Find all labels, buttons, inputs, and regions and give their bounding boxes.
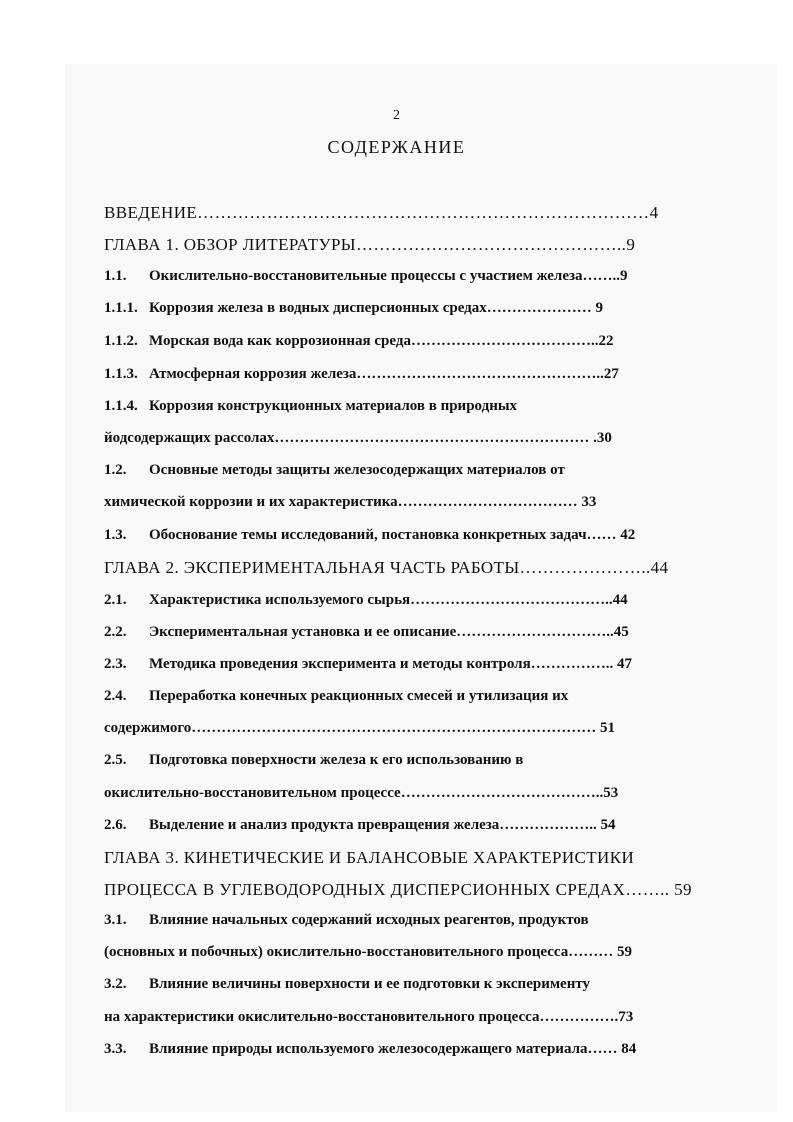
toc-entry-chapter-2 <box>104 559 716 576</box>
toc-entry-text: окислительно-восстановительном процессе…………………………………..53 <box>104 786 619 801</box>
toc-entry-text: Характеристика используемого сырья…………………………………..44 <box>149 593 628 608</box>
toc-entry-3-3 <box>104 1042 716 1057</box>
toc-entry-text: йодсодержащих рассолах……………………………………………………… .30 <box>104 431 612 446</box>
toc-entry-2-1 <box>104 593 716 608</box>
page-number: 2 <box>393 108 400 123</box>
toc-entry-number: 1.1.1. <box>104 301 138 316</box>
toc-entry-1-1-4 <box>104 399 716 414</box>
toc-entry-text: Коррозия конструкционных материалов в природных <box>149 399 518 414</box>
toc-entry-2-5 <box>104 753 716 768</box>
toc-entry-number: 1.1. <box>104 269 127 284</box>
toc-entry-text: Основные методы защиты железосодержащих материалов от <box>149 463 565 478</box>
toc-entry-2-4 <box>104 689 716 704</box>
toc-entry-number: 1.3. <box>104 528 127 543</box>
toc-entry-text: Влияние величины поверхности и ее подготовки к эксперименту <box>149 977 591 992</box>
toc-entry-2-2 <box>104 625 716 640</box>
toc-entry-number: 3.1. <box>104 913 127 928</box>
toc-entry-number: 2.6. <box>104 818 127 833</box>
toc-entry-text: Атмосферная коррозия железа…………………………………………..27 <box>149 367 619 382</box>
toc-entry-1-1-3 <box>104 367 716 382</box>
toc-entry-chapter-3-cont <box>104 881 716 898</box>
toc-entry-1-1-1 <box>104 301 716 316</box>
toc-entry-text: Окислительно-восстановительные процессы с участием железа……..9 <box>149 269 628 284</box>
toc-entry-3-2-cont <box>104 1010 716 1025</box>
toc-entry-text: Подготовка поверхности железа к его использованию в <box>149 753 524 768</box>
toc-entry-number: 2.3. <box>104 657 127 672</box>
toc-entry-number: 2.1. <box>104 593 127 608</box>
toc-entry-2-6 <box>104 818 716 833</box>
toc-entry-text: ВВЕДЕНИЕ……………………………………………………………………4 <box>104 204 659 221</box>
toc-entry-text: химической коррозии и их характеристика……………………………… 33 <box>104 495 597 510</box>
page-title: СОДЕРЖАНИЕ <box>327 137 466 157</box>
toc-entry-introduction <box>104 204 716 221</box>
toc-entry-3-1 <box>104 913 716 928</box>
toc-entry-chapter-1 <box>104 236 716 253</box>
toc-entry-chapter-3 <box>104 849 716 866</box>
toc-entry-1-2-cont <box>104 495 716 510</box>
toc-entry-number: 2.5. <box>104 753 127 768</box>
toc-entry-text: Выделение и анализ продукта превращения железа……………….. 54 <box>149 818 616 833</box>
toc-entry-number: 2.2. <box>104 625 127 640</box>
toc-entry-2-5-cont <box>104 786 716 801</box>
toc-entry-2-4-cont <box>104 721 716 736</box>
toc-entry-2-3 <box>104 657 716 672</box>
toc-entry-text: Влияние начальных содержаний исходных реагентов, продуктов <box>149 913 589 928</box>
toc-entry-text: ПРОЦЕССА В УГЛЕВОДОРОДНЫХ ДИСПЕРСИОННЫХ СРЕДАХ…….. 59 <box>104 881 692 898</box>
toc-entry-text: Методика проведения эксперимента и методы контроля…………….. 47 <box>149 657 632 672</box>
toc-entry-text: на характеристики окислительно-восстановительного процесса…………….73 <box>104 1010 634 1025</box>
toc-entry-text: содержимого……………………………………………………………………… 51 <box>104 721 616 736</box>
toc-entry-text: ГЛАВА 3. КИНЕТИЧЕСКИЕ И БАЛАНСОВЫЕ ХАРАКТЕРИСТИКИ <box>104 849 635 866</box>
toc-entry-text: ГЛАВА 1. ОБЗОР ЛИТЕРАТУРЫ………………………………………..9 <box>104 236 636 253</box>
toc-entry-number: 3.2. <box>104 977 127 992</box>
toc-entry-text: Коррозия железа в водных дисперсионных средах………………… 9 <box>149 301 604 316</box>
toc-entry-1-1-4-cont <box>104 431 716 446</box>
toc-entry-number: 2.4. <box>104 689 127 704</box>
toc-entry-1-1-2 <box>104 334 716 349</box>
toc-entry-1-3 <box>104 528 716 543</box>
toc-entry-number: 1.1.2. <box>104 334 138 349</box>
toc-entry-number: 1.1.3. <box>104 367 138 382</box>
toc-entry-3-1-cont <box>104 945 716 960</box>
toc-entry-3-2 <box>104 977 716 992</box>
toc-entry-text: Морская вода как коррозионная среда………………………………..22 <box>149 334 614 349</box>
toc-entry-1-1 <box>104 269 716 284</box>
toc-entry-1-2 <box>104 463 716 478</box>
toc-entry-text: Влияние природы используемого железосодержащего материала…… 84 <box>149 1042 637 1057</box>
toc-entry-text: ГЛАВА 2. ЭКСПЕРИМЕНТАЛЬНАЯ ЧАСТЬ РАБОТЫ…………………..44 <box>104 559 669 576</box>
toc-entry-number: 1.1.4. <box>104 399 138 414</box>
toc-entry-text: (основных и побочных) окислительно-восстановительного процесса……… 59 <box>104 945 632 960</box>
toc-entry-text: Экспериментальная установка и ее описание…………………………..45 <box>149 625 629 640</box>
toc-entry-text: Переработка конечных реакционных смесей и утилизация их <box>149 689 569 704</box>
toc-entry-number: 3.3. <box>104 1042 127 1057</box>
toc-entry-number: 1.2. <box>104 463 127 478</box>
toc-entry-text: Обоснование темы исследований, постановка конкретных задач…… 42 <box>149 528 636 543</box>
